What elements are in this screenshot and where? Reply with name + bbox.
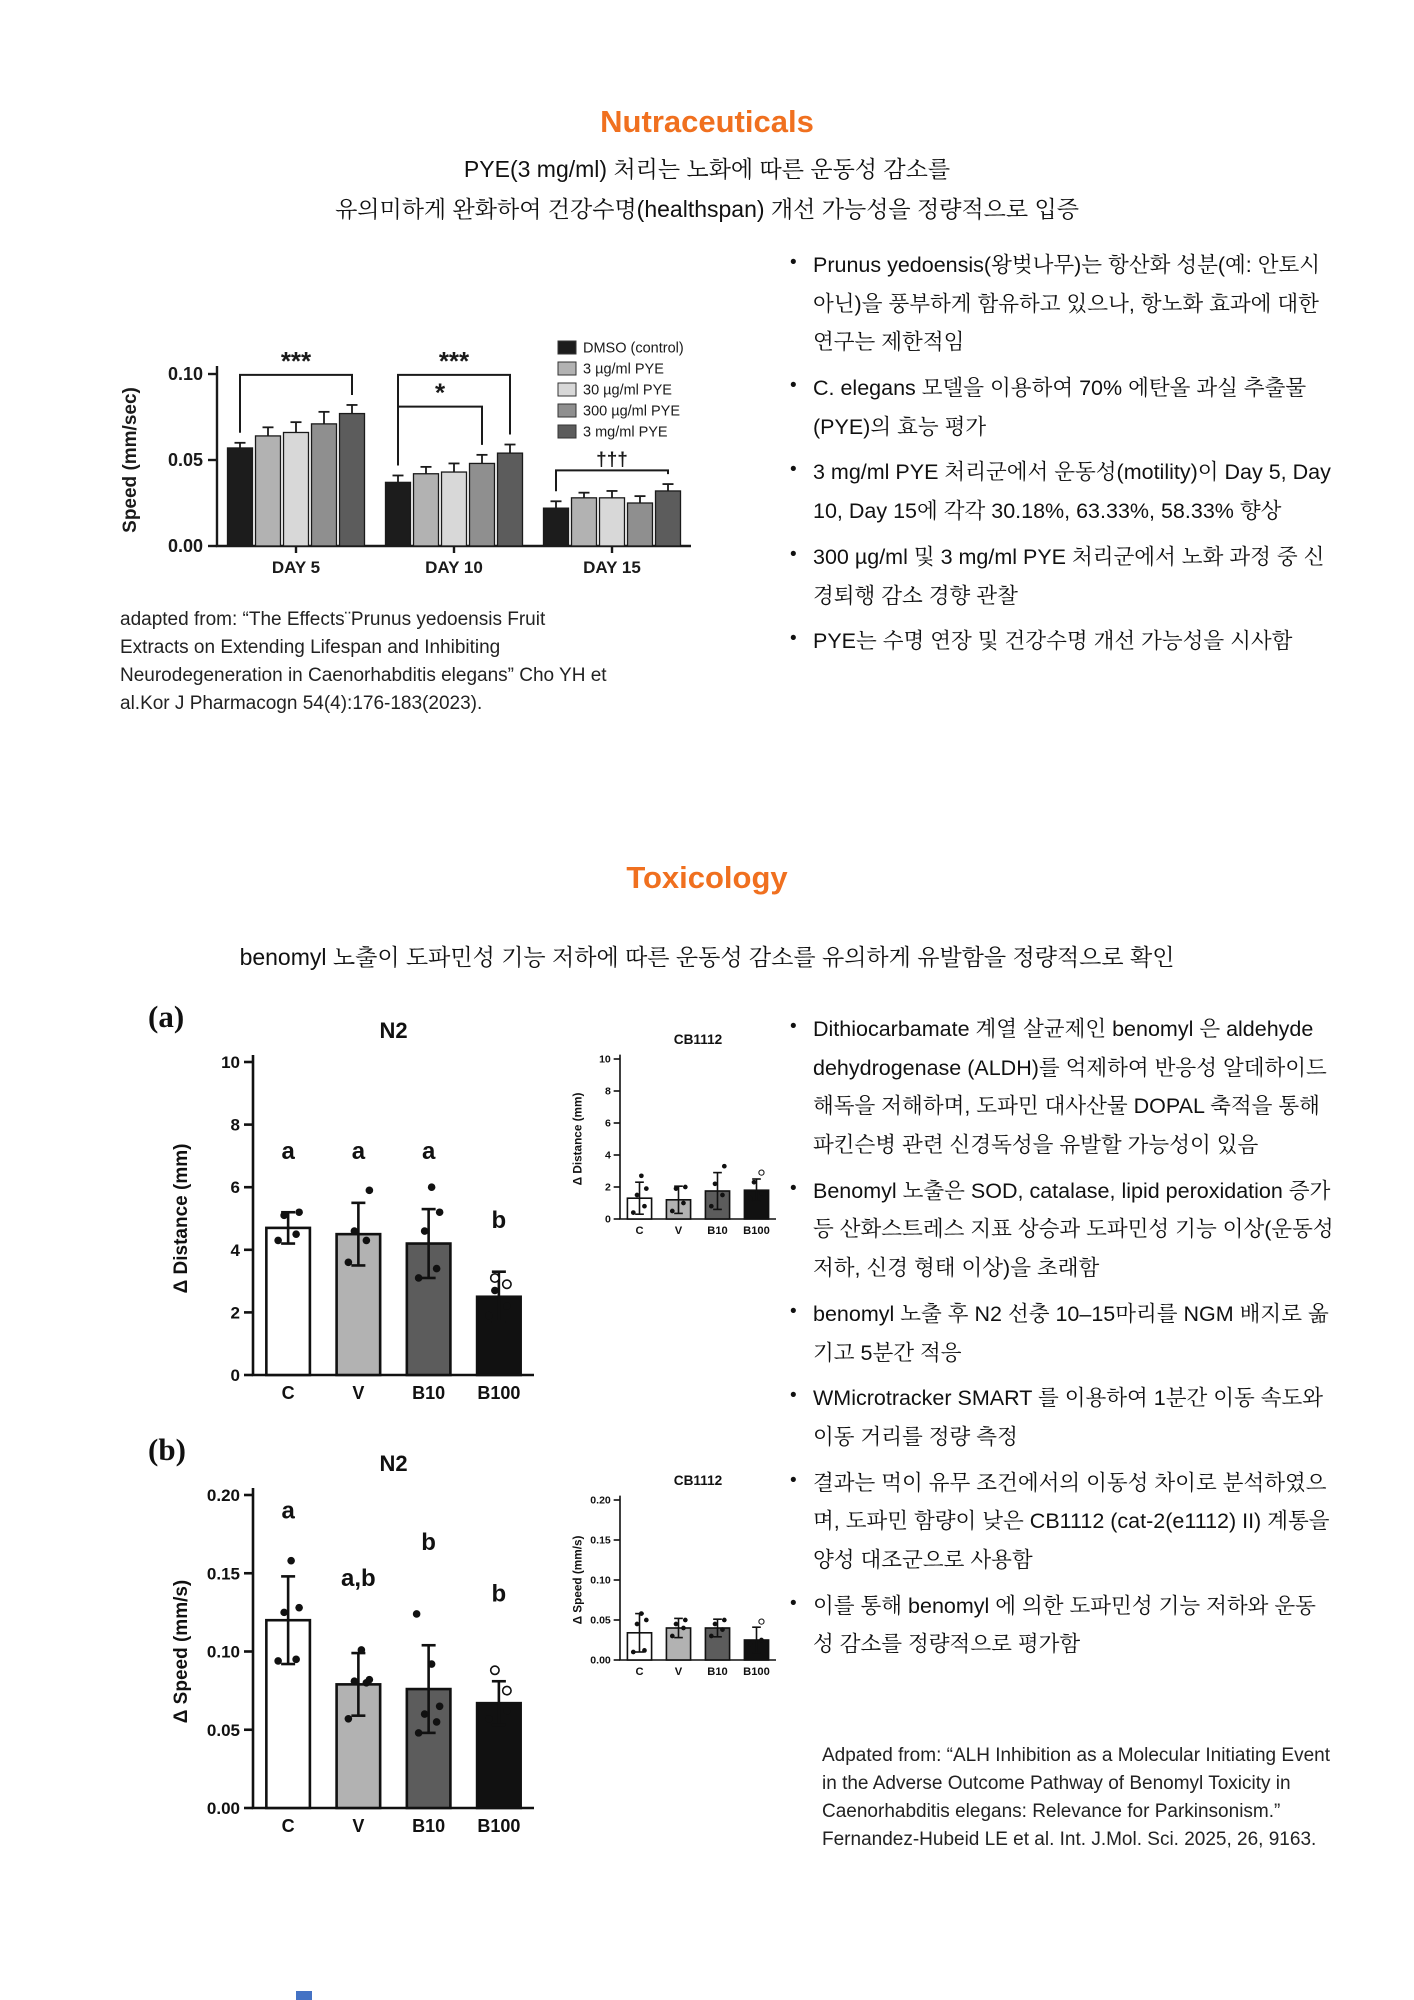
svg-text:4: 4 — [230, 1240, 240, 1260]
svg-text:DAY 10: DAY 10 — [425, 558, 483, 577]
svg-text:B10: B10 — [412, 1383, 446, 1403]
svg-text:V: V — [352, 1383, 365, 1403]
page-edge-mark — [296, 1991, 312, 2000]
svg-text:6: 6 — [604, 1117, 611, 1130]
nutraceuticals-bullet-list — [783, 246, 1335, 668]
svg-text:0.00: 0.00 — [590, 1654, 611, 1667]
svg-text:B100: B100 — [743, 1224, 770, 1237]
svg-text:0.00: 0.00 — [206, 1799, 240, 1818]
bullet-item: • 300 µg/ml 및 3 mg/ml PYE 처리군에서 노화 과정 중 신경퇴행 감소 경향 관찰 — [783, 538, 1335, 615]
toxicology-bullet-list — [783, 1010, 1335, 1671]
svg-text:0.10: 0.10 — [206, 1642, 240, 1662]
bullet-item: • WMicrotracker SMART 를 이용하여 1분간 이동 속도와 이동 거리를 정량 측정 — [783, 1379, 1335, 1456]
bullet-item: • 이를 통해 benomyl 에 의한 도파민성 기능 저하와 운동성 감소를 정량적으로 평가함 — [783, 1587, 1335, 1664]
n2-speed-chart — [168, 1440, 548, 1850]
panel-b-label: (b) — [148, 1432, 186, 1467]
subtitle-line-1: PYE(3 mg/ml) 처리는 노화에 따른 운동성 감소를 — [463, 156, 951, 182]
svg-text:Δ Distance (mm): Δ Distance (mm) — [571, 1092, 585, 1186]
svg-text:0.15: 0.15 — [590, 1534, 611, 1547]
subtitle-line-2: 유의미하게 완화하여 건강수명(healthspan) 개선 가능성을 정량적으로 입증 — [335, 195, 1079, 222]
figure-a — [140, 995, 805, 1427]
svg-text:V: V — [352, 1816, 365, 1836]
cb1112-distance-inset-chart — [568, 1017, 788, 1252]
bullet-item: • 3 mg/ml PYE 처리군에서 운동성(motility)이 Day 5, Day 10, Day 15에 각각 30.18%, 63.33%, 58.33% 향상 — [783, 453, 1335, 530]
svg-text:6: 6 — [230, 1178, 240, 1198]
svg-text:B10: B10 — [707, 1665, 728, 1678]
svg-text:Δ Speed (mm/s): Δ Speed (mm/s) — [571, 1535, 585, 1625]
bullet-item: • Benomyl 노출은 SOD, catalase, lipid peroxidation 증가 등 산화스트레스 지표 상승과 도파민성 기능 이상(운동성 저하, 신경 형태 이상)을 초래함 — [783, 1172, 1335, 1288]
svg-text:CB1112: CB1112 — [673, 1032, 723, 1048]
svg-text:C: C — [281, 1816, 295, 1836]
svg-text:C: C — [635, 1224, 644, 1237]
svg-text:0.05: 0.05 — [206, 1720, 240, 1740]
svg-text:DAY 5: DAY 5 — [271, 558, 321, 577]
pye-speed-chart — [112, 248, 697, 588]
bullet-item: • benomyl 노출 후 N2 선충 10–15마리를 NGM 배지로 옮기고 5분간 적응 — [783, 1295, 1335, 1372]
svg-text:0.15: 0.15 — [206, 1564, 240, 1584]
svg-text:B10: B10 — [707, 1224, 728, 1237]
panel-a-label: (a) — [148, 999, 185, 1034]
svg-text:***: *** — [280, 345, 312, 376]
svg-text:2: 2 — [604, 1181, 611, 1194]
svg-text:b: b — [421, 1528, 436, 1556]
svg-text:V: V — [674, 1665, 683, 1678]
svg-text:0.20: 0.20 — [206, 1486, 240, 1505]
svg-text:N2: N2 — [379, 1451, 408, 1476]
svg-text:3 mg/ml PYE: 3 mg/ml PYE — [583, 424, 668, 441]
svg-text:DAY 15: DAY 15 — [583, 558, 641, 577]
svg-text:Δ Speed (mm/s): Δ Speed (mm/s) — [171, 1579, 192, 1724]
svg-text:0.10: 0.10 — [167, 364, 203, 384]
svg-text:0: 0 — [604, 1213, 611, 1226]
svg-text:3 µg/ml PYE: 3 µg/ml PYE — [583, 361, 664, 378]
nutraceuticals-title: Nutraceuticals — [600, 104, 814, 139]
svg-text:a: a — [281, 1497, 295, 1525]
svg-text:B100: B100 — [743, 1665, 770, 1678]
svg-text:8: 8 — [230, 1115, 240, 1135]
svg-text:0.05: 0.05 — [167, 450, 203, 470]
svg-text:a: a — [351, 1138, 366, 1166]
svg-text:N2: N2 — [379, 1018, 408, 1043]
cb1112-speed-inset-chart — [568, 1458, 788, 1693]
svg-text:V: V — [674, 1224, 683, 1237]
svg-text:CB1112: CB1112 — [673, 1473, 723, 1489]
svg-text:B100: B100 — [477, 1383, 521, 1403]
svg-text:***: *** — [438, 345, 470, 376]
svg-text:C: C — [635, 1665, 644, 1678]
svg-text:8: 8 — [604, 1085, 611, 1098]
svg-text:300 µg/ml PYE: 300 µg/ml PYE — [583, 403, 681, 420]
bullet-item: • Dithiocarbamate 계열 살균제인 benomyl 은 aldehyde dehydrogenase (ALDH)를 억제하여 반응성 알데하이드 해독을 저해하며, 도파민 대사산물 DOPAL 축적을 통해 파킨슨병 관련 신경독성을 유발할 가능성이 있음 — [783, 1010, 1335, 1165]
svg-text:C: C — [281, 1383, 295, 1403]
svg-text:a: a — [421, 1138, 436, 1166]
bullet-item: • PYE는 수명 연장 및 건강수명 개선 가능성을 시사함 — [783, 622, 1335, 661]
svg-text:Speed (mm/sec): Speed (mm/sec) — [120, 387, 141, 533]
svg-text:†††: ††† — [596, 449, 628, 471]
svg-text:*: * — [434, 377, 446, 408]
bullet-item: • C. elegans 모델을 이용하여 70% 에탄올 과실 추출물(PYE)의 효능 평가 — [783, 369, 1335, 446]
n2-distance-chart — [168, 1007, 548, 1417]
svg-text:4: 4 — [604, 1149, 611, 1162]
svg-text:b: b — [491, 1580, 507, 1608]
bullet-item: • 결과는 먹이 유무 조건에서의 이동성 차이로 분석하였으며, 도파민 함량이 낮은 CB1112 (cat-2(e1112) II) 계통을 양성 대조군으로 사용함 — [783, 1464, 1335, 1580]
svg-text:b: b — [491, 1206, 507, 1234]
svg-text:10: 10 — [599, 1053, 611, 1066]
bullet-item: • Prunus yedoensis(왕벚나무)는 항산화 성분(예: 안토시아닌)을 풍부하게 함유하고 있으나, 항노화 효과에 대한 연구는 제한적임 — [783, 246, 1335, 362]
svg-text:a: a — [281, 1138, 295, 1166]
svg-text:DMSO (control): DMSO (control) — [583, 340, 684, 357]
svg-text:0.10: 0.10 — [590, 1574, 611, 1587]
svg-text:2: 2 — [230, 1303, 240, 1323]
svg-text:B100: B100 — [477, 1816, 521, 1836]
toxicology-title: Toxicology — [626, 860, 788, 895]
svg-text:10: 10 — [221, 1053, 240, 1072]
svg-text:0.20: 0.20 — [590, 1494, 611, 1507]
svg-text:0.00: 0.00 — [167, 536, 203, 556]
svg-text:30 µg/ml PYE: 30 µg/ml PYE — [583, 382, 672, 399]
svg-text:B10: B10 — [412, 1816, 446, 1836]
pye-citation: adapted from: “The Effects¨Prunus yedoensis Fruit Extracts on Extending Lifespan and Inhibiting Neurodegeneration in Caenorhabditis elegans” Cho YH et al.Kor J Pharmacogn 54(4):176-183(2023). — [120, 609, 607, 714]
benomyl-citation: Adpated from: “ALH Inhibition as a Molecular Initiating Event in the Adverse Outcome Pathway of Benomyl Toxicity in Caenorhabditis elegans: Relevance for Parkinsonism.” Fernandez-Hubeid LE et al. Int. J.Mol. Sci. 2025, 26, 9163. — [822, 1745, 1330, 1850]
svg-text:Δ Distance (mm): Δ Distance (mm) — [171, 1143, 192, 1294]
nutraceuticals-subtitle — [0, 150, 1414, 229]
svg-text:0.05: 0.05 — [590, 1614, 611, 1627]
toxicology-subtitle: benomyl 노출이 도파민성 기능 저하에 따른 운동성 감소를 유의하게 유발함을 정량적으로 확인 — [239, 944, 1175, 970]
figure-b — [140, 1428, 805, 1873]
svg-text:a,b: a,b — [341, 1564, 376, 1592]
svg-text:0: 0 — [230, 1366, 240, 1385]
